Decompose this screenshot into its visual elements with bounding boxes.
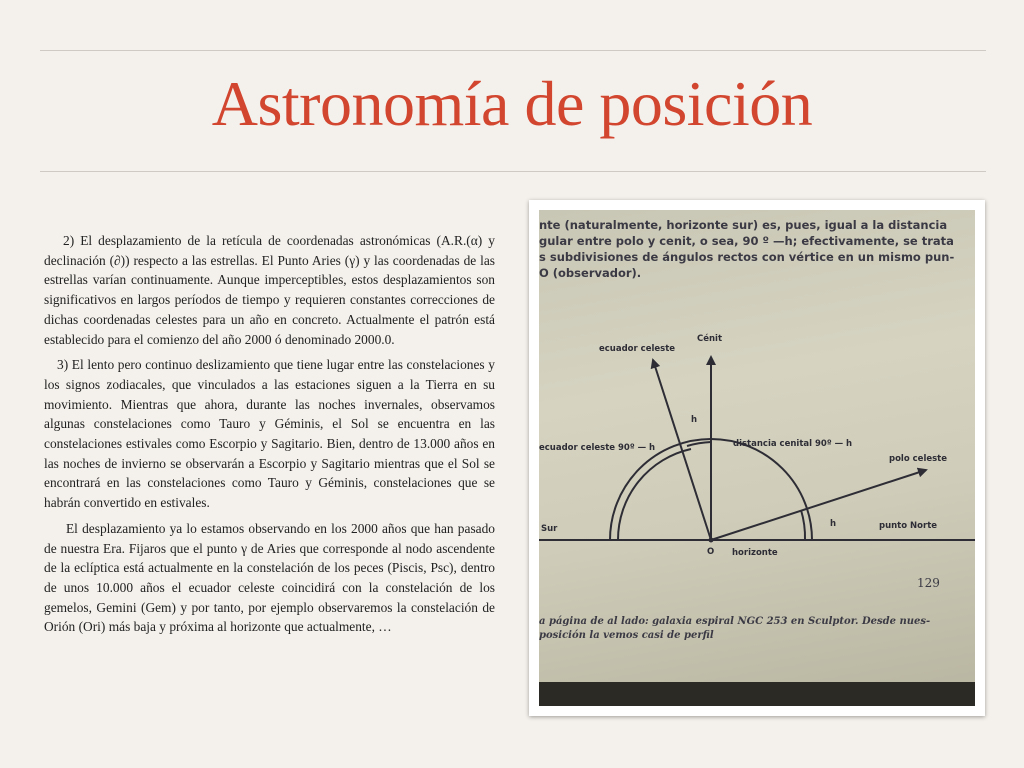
book-photo-frame (529, 200, 985, 716)
label-h-upper: h (691, 415, 698, 425)
top-divider (40, 50, 986, 51)
bottom-divider (40, 171, 986, 172)
label-sur: Sur (541, 524, 558, 534)
label-polo-celeste: polo celeste (889, 454, 948, 464)
origin-point (709, 538, 714, 543)
scan-line-3: s subdivisiones de ángulos rectos con vértice en un mismo pun- (539, 250, 955, 264)
label-distancia-cenital: distancia cenital 90º — h (733, 439, 853, 449)
angle-h-upper (687, 442, 711, 446)
label-h-lower: h (830, 519, 837, 529)
label-horizonte: horizonte (732, 548, 778, 558)
slide-body (44, 231, 495, 643)
scan-line-4: O (observador). (539, 266, 642, 280)
label-o: O (707, 547, 715, 557)
scan-line-2: gular entre polo y cenit, o sea, 90 º —h; efectivamente, se trata (539, 234, 954, 248)
celestial-equator-arrow (653, 360, 711, 540)
caption-line-1: a página de al lado: galaxia espiral NGC 253 en Sculptor. Desde nues- (539, 616, 931, 627)
inner-arc (618, 449, 691, 540)
paragraph-2: 3) El lento pero continuo deslizamiento que tiene lugar entre las constelaciones y los signos zodiacales, que vinculados a las estaciones siguen a la Tierra en su movimiento. Mientras que ahora, durante las noches invernales, observamos algunas constelaciones como Tauro y Géminis, el Sol se encuentra en las constelaciones estivales como Escorpio y Sagitario. Bien, dentro de 13.000 años en las noches de invierno se observarán a Escorpio y Sagitario mientras que el Sol se encontrará en las constelaciones como Tauro y Géminis, constelaciones que se habrán convertido en estivales. (44, 357, 495, 511)
photo-dark-edge (539, 682, 975, 706)
paragraph-1: 2) El desplazamiento de la retícula de coordenadas astronómicas (A.R.(α) y declinación (∂)) respecto a las estrellas. El Punto Aries (γ) y las coordenadas de las estrellas varían continuamente. Aunque imperceptibles, estos desplazamientos son significativos en largos períodos de tiempo y requieren constantes correcciones de dichas coordenadas celestes para un año en concreto. Actualmente el patrón está establecido para el comienzo del año 2000 ó denominado 2000.0. (44, 233, 495, 347)
book-page-number: 129 (917, 576, 940, 590)
paragraph-3: El desplazamiento ya lo estamos observando en los 2000 años que han pasado de nuestra Era. Fijaros que el punto γ de Aries que corresponde al nodo ascendente de la eclíptica está actualmente en la constelación de los peces (Piscis, Psc), dentro de unos 10.000 años el ecuador celeste coincidirá con la constelación de los gemelos, Gemini (Gem) y por tanto, por ejemplo observaremos la constelación de Orión (Ori) más baja y próxima al horizonte que actualmente, … (44, 520, 495, 635)
caption-line-2: posición la vemos casi de perfil (539, 630, 714, 641)
slide-title: Astronomía de posición (211, 68, 813, 139)
label-cenit: Cénit (697, 334, 723, 344)
scan-line-1: nte (naturalmente, horizonte sur) es, pues, igual a la distancia (539, 218, 948, 232)
book-photo (539, 210, 975, 706)
label-ecuador-celeste: ecuador celeste (599, 344, 676, 354)
angle-h-lower (801, 510, 805, 540)
label-punto-norte: punto Norte (879, 521, 938, 531)
label-ecuador-celeste-90: ecuador celeste 90º — h (539, 443, 656, 453)
